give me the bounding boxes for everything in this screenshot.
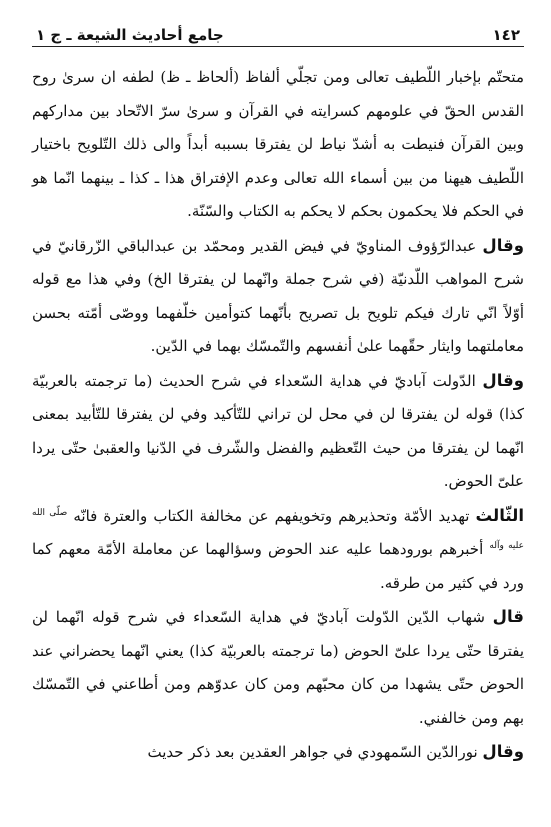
paragraph-text: أخبرهم بورودهما عليه عند الحوض وسؤالهما عن معاملة الأمّة معهم كما ورد في كثير من طرقه. [32,540,524,592]
paragraph-5 [32,600,524,735]
salawat-honorific: صلّى الله عليه وآله [32,507,524,551]
paragraph-text: تهديد الأمّة وتحذيرهم وتخويفهم عن مخالفة الكتاب والعترة فانّه [73,506,470,525]
paragraph-2 [32,229,524,364]
page-body [32,61,524,770]
paragraph-1 [32,61,524,229]
paragraph-lead-word: وقال [482,742,524,761]
paragraph-6 [32,735,524,770]
paragraph-lead-word: وقال [482,370,524,390]
paragraph-lead-word: الثّالث [475,505,524,525]
page-number: ١٤٢ [492,26,520,44]
paragraph-text: متحتّم بإخبار اللّطيف تعالى ومن تجلّي ألفاظ (ألحاظ ـ ظ) لطفه ان سرىٰ روح القدس الحقّ في علومهم كسرايته في القرآن و سرىٰ سرّ الاتّحاد بين مداركهم وبين القرآن فنيطت به أشدّ نياط لن يفترقا بسببه أبداً والى ذلك التّلويح باختيار اللّطيف هيهنا من بين أسماء الله تعالى وعدم الإفتراق هذا ـ كذا ـ بينهما انّما هو في الحكم فلا يحكمون بحكم لا يحكم به الكتاب والسّنّة. [32,68,524,220]
paragraph-4 [32,499,524,601]
book-title: جامع أحاديث الشيعة ـ ج ١ [36,26,224,44]
paragraph-lead-word: قال [492,607,524,626]
paragraph-3 [32,364,524,499]
paragraph-text: عبدالرّؤوف المناويّ في فيض القدير ومحمّد بن عبدالباقي الزّرقانيّ في شرح المواهب اللّدنيّة (في شرح جملة وانّهما لن يفترقا الخ) وفي هذا مع قوله أوّلاً انّي تارك فيكم تلويح بل تصريح بأنّهما كتوأمين خلّفهما ووصّى أمّته بحسن معاملتهما وايثار حقّهما علىٰ أنفسهم والتّمسّك بهما في الدّين. [32,236,524,355]
book-page [32,14,524,814]
paragraph-text: الدّولت آباديّ في هداية السّعداء في شرح الحديث (ما ترجمته بالعربيّة كذا) قوله لن يفترقا لن في محل لن تراني للتّأكيد وفي لن يفترقا للتّأبيد بمعنى انّهما لن يفترقا من حيث التّعظيم والفضل والشّرف في الدّنيا والعقبىٰ حتّى يردا علىّ الحوض. [32,371,524,490]
page-header [32,14,524,44]
paragraph-text: نورالدّين السّمهودي في جواهر العقدين بعد ذكر حديث [147,743,478,761]
paragraph-text: شهاب الدّين الدّولت آباديّ في هداية السّعداء في شرح قوله انّهما لن يفترقا حتّى يردا علىّ الحوض (ما ترجمته بالعربيّة كذا) يعني انّهما يحضراني عند الحوض حتّى يشهدا من كان محبّهم ومن كان عدوّهم ومن أطاعني في التّمسّك بهم ومن خالفني. [32,608,524,727]
paragraph-lead-word: وقال [482,235,524,255]
header-divider [32,46,524,47]
